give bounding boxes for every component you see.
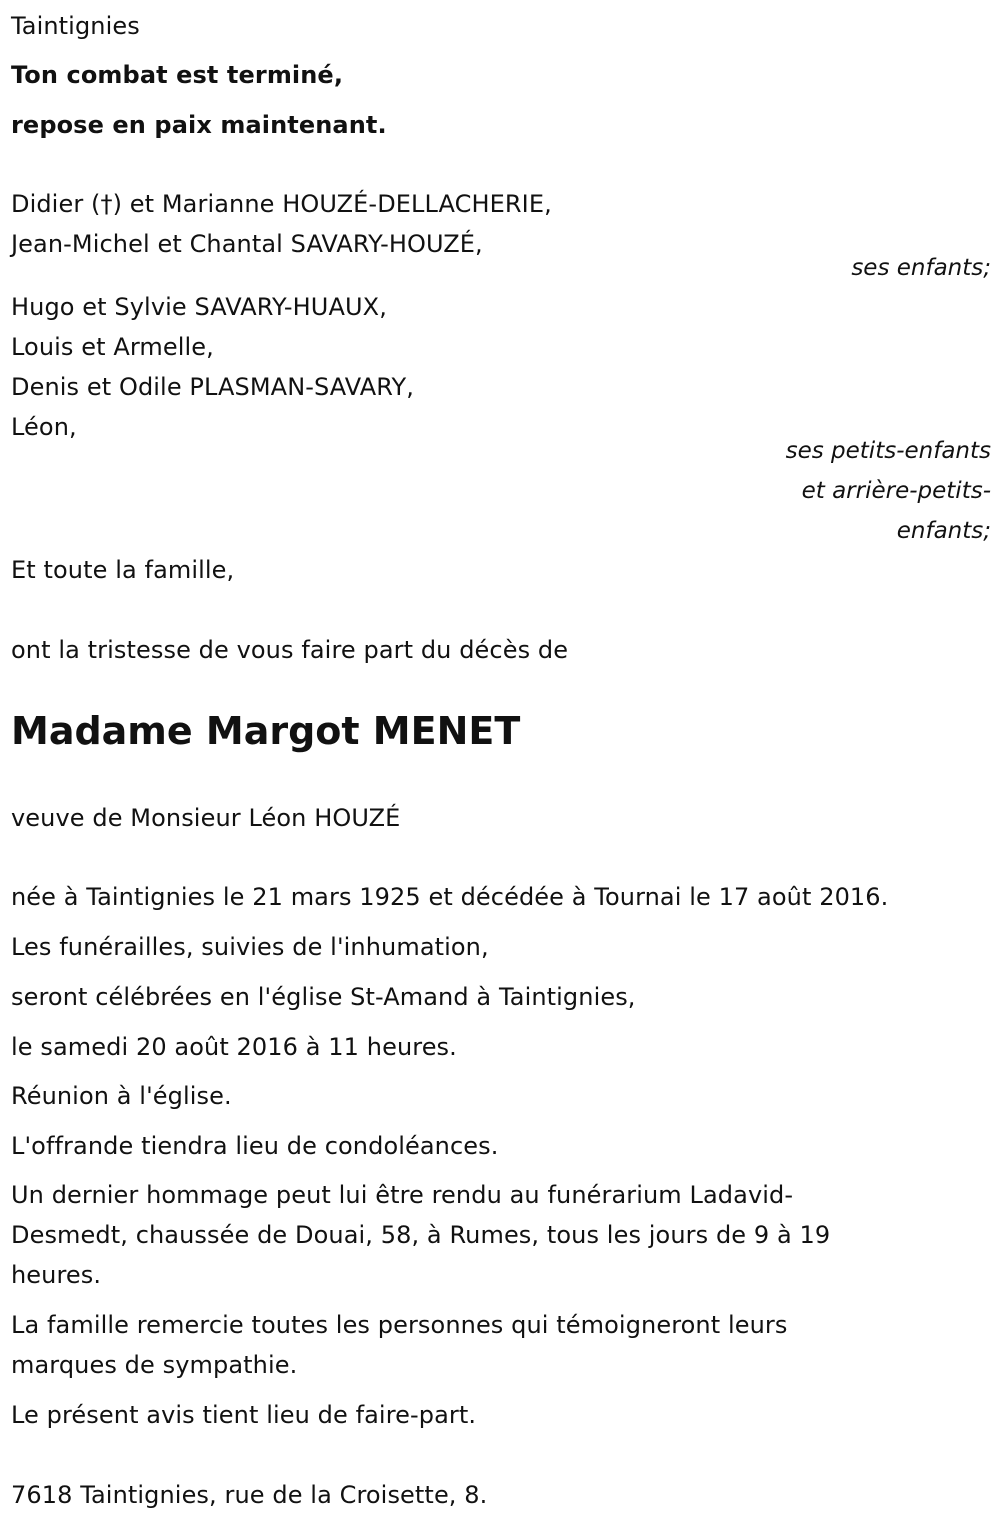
born-died-line: née à Taintignies le 21 mars 1925 et décédée à Tournai le 17 août 2016. [11, 883, 889, 911]
announcement-line: ont la tristesse de vous faire part du décès de [11, 636, 569, 664]
grandchildren-line-3: Denis et Odile PLASMAN-SAVARY, [11, 373, 414, 401]
grandchildren-line-2: Louis et Armelle, [11, 333, 214, 361]
epigraph-line-2: repose en paix maintenant. [11, 111, 387, 139]
epigraph-line-1: Ton combat est terminé, [11, 61, 344, 89]
grandchildren-label-3: enfants; [896, 518, 991, 544]
funeral-line-4: Réunion à l'église. [11, 1082, 232, 1110]
thanks-line-1: La famille remercie toutes les personnes qui témoigneront leurs [11, 1311, 788, 1339]
funeral-line-5: L'offrande tiendra lieu de condoléances. [11, 1132, 499, 1160]
children-line-1: Didier (†) et Marianne HOUZÉ-DELLACHERIE, [11, 190, 552, 218]
funeral-line-3: le samedi 20 août 2016 à 11 heures. [11, 1033, 457, 1061]
place-heading: Taintignies [11, 12, 140, 40]
grandchildren-line-4: Léon, [11, 413, 77, 441]
funeral-line-2: seront célébrées en l'église St-Amand à Taintignies, [11, 983, 636, 1011]
hommage-line-2: Desmedt, chaussée de Douai, 58, à Rumes, tous les jours de 9 à 19 [11, 1221, 831, 1249]
grandchildren-label-1: ses petits-enfants [785, 438, 991, 464]
hommage-line-1: Un dernier hommage peut lui être rendu au funérarium Ladavid- [11, 1181, 794, 1209]
hommage-line-3: heures. [11, 1261, 102, 1289]
deceased-name: Madame Margot MENET [11, 709, 521, 753]
faire-part-line: Le présent avis tient lieu de faire-part. [11, 1401, 477, 1429]
thanks-line-2: marques de sympathie. [11, 1351, 298, 1379]
grandchildren-line-1: Hugo et Sylvie SAVARY-HUAUX, [11, 293, 387, 321]
children-label: ses enfants; [851, 255, 991, 281]
grandchildren-label-2: et arrière-petits- [801, 478, 991, 504]
children-line-2: Jean-Michel et Chantal SAVARY-HOUZÉ, [11, 230, 483, 258]
widow-of-line: veuve de Monsieur Léon HOUZÉ [11, 804, 401, 832]
address-line: 7618 Taintignies, rue de la Croisette, 8. [11, 1481, 488, 1509]
funeral-line-1: Les funérailles, suivies de l'inhumation, [11, 933, 489, 961]
family-line: Et toute la famille, [11, 556, 235, 584]
